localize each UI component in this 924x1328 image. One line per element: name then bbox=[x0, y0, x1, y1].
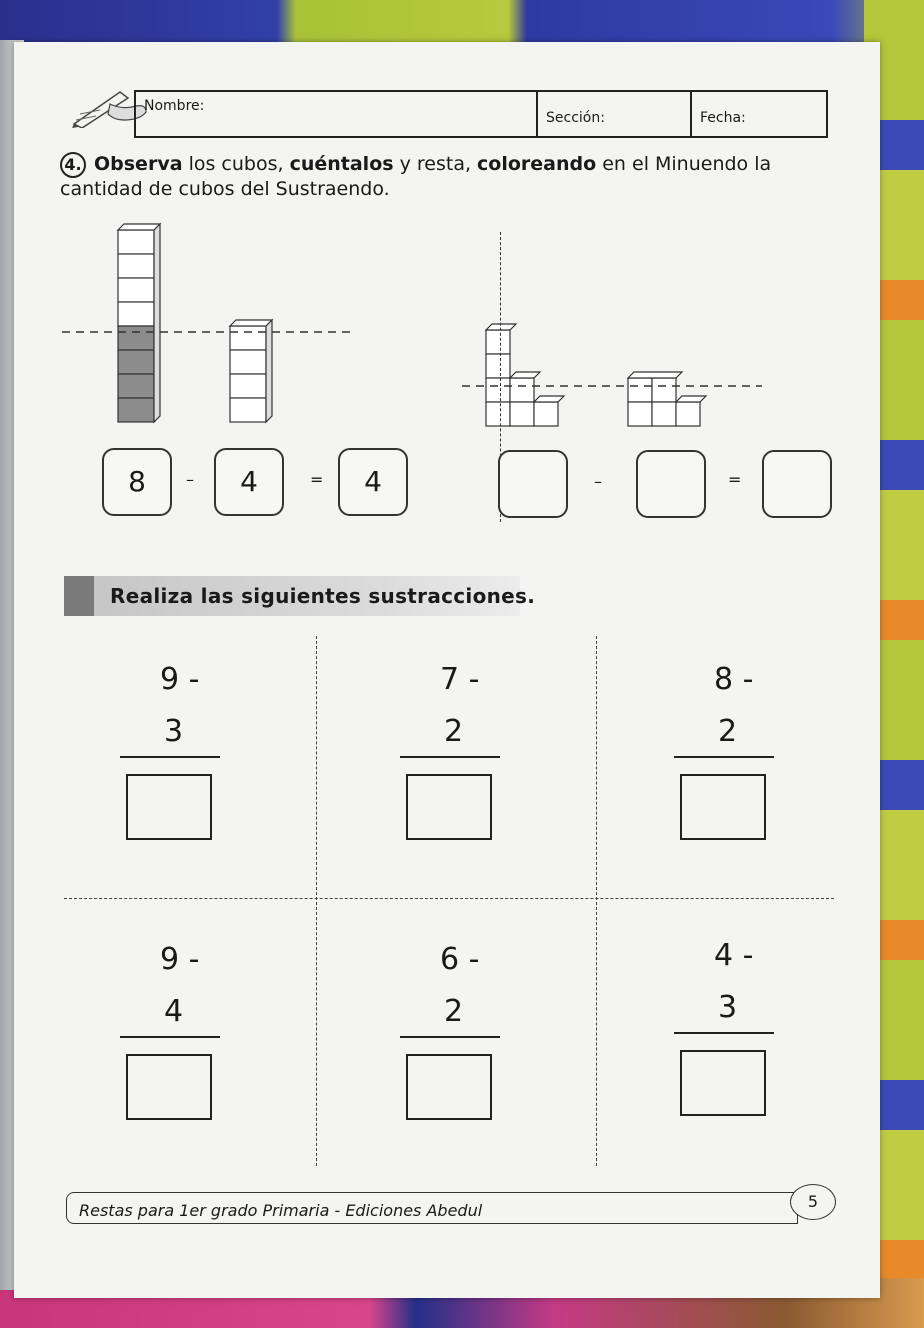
cube-group-minuend bbox=[486, 324, 564, 426]
name-field[interactable] bbox=[136, 92, 538, 136]
cube1-minuend-box[interactable]: 8 bbox=[102, 448, 172, 516]
cube2-equals: = bbox=[728, 470, 742, 489]
tower-subtrahend bbox=[230, 320, 272, 422]
minuend: 4 - bbox=[714, 938, 754, 973]
instruction-bold-3: coloreando bbox=[477, 153, 597, 175]
cube-group-subtrahend bbox=[628, 372, 706, 426]
answer-box[interactable] bbox=[680, 774, 766, 840]
instruction-bold-1: Observa bbox=[94, 153, 183, 175]
cube1-subtrahend-box[interactable]: 4 bbox=[214, 448, 284, 516]
result-line bbox=[120, 1036, 220, 1038]
subtrahend: 3 bbox=[164, 714, 184, 749]
subtraction-3 bbox=[674, 662, 874, 902]
worksheet-page bbox=[14, 42, 880, 1298]
footer-text: Restas para 1er grado Primaria - Ediciones Abedul bbox=[79, 1201, 483, 1220]
result-line bbox=[120, 756, 220, 758]
subtraction-2 bbox=[400, 662, 600, 902]
subtrahend: 2 bbox=[444, 714, 464, 749]
date-label: Fecha: bbox=[700, 110, 746, 126]
exercise-number: 4. bbox=[60, 152, 86, 178]
subtraction-6 bbox=[674, 938, 874, 1178]
result-line bbox=[674, 1032, 774, 1034]
subtraction-5 bbox=[400, 942, 600, 1182]
header-fields bbox=[134, 90, 828, 138]
cube-illustrations bbox=[62, 212, 862, 572]
subtrahend: 2 bbox=[444, 994, 464, 1029]
result-line bbox=[400, 1036, 500, 1038]
cube1-equals: = bbox=[310, 470, 324, 489]
instruction bbox=[60, 152, 840, 200]
page-number: 5 bbox=[790, 1184, 836, 1220]
footer-bar bbox=[66, 1192, 798, 1224]
minuend: 8 - bbox=[714, 662, 754, 697]
minuend: 9 - bbox=[160, 942, 200, 977]
subtrahend: 4 bbox=[164, 994, 184, 1029]
date-field[interactable] bbox=[692, 92, 822, 136]
answer-box[interactable] bbox=[406, 1054, 492, 1120]
section-label: Sección: bbox=[546, 110, 605, 126]
minuend: 6 - bbox=[440, 942, 480, 977]
subtraction-1 bbox=[120, 662, 320, 902]
cube1-minus: – bbox=[186, 470, 194, 489]
cube2-result-box[interactable] bbox=[762, 450, 832, 518]
cube2-minus: – bbox=[594, 472, 602, 491]
minuend: 9 - bbox=[160, 662, 200, 697]
section-title: Realiza las siguientes sustracciones. bbox=[110, 584, 536, 608]
subtrahend: 3 bbox=[718, 990, 738, 1025]
answer-box[interactable] bbox=[680, 1050, 766, 1116]
cube-exercises bbox=[62, 212, 862, 572]
cube1-result-box[interactable]: 4 bbox=[338, 448, 408, 516]
name-label: Nombre: bbox=[144, 98, 205, 114]
instruction-text-2: y resta, bbox=[393, 153, 478, 175]
tower-minuend bbox=[118, 224, 160, 422]
subtrahend: 2 bbox=[718, 714, 738, 749]
result-line bbox=[400, 756, 500, 758]
instruction-text-1: los cubos, bbox=[182, 153, 290, 175]
instruction-bold-2: cuéntalos bbox=[289, 153, 394, 175]
cube2-minuend-box[interactable] bbox=[498, 450, 568, 518]
answer-box[interactable] bbox=[126, 1054, 212, 1120]
subtraction-4 bbox=[120, 942, 320, 1182]
answer-box[interactable] bbox=[126, 774, 212, 840]
minuend: 7 - bbox=[440, 662, 480, 697]
answer-box[interactable] bbox=[406, 774, 492, 840]
cube2-subtrahend-box[interactable] bbox=[636, 450, 706, 518]
instruction-text-3: en el Minuendo la cantidad de cubos del Sustraendo. bbox=[60, 153, 772, 200]
result-line bbox=[674, 756, 774, 758]
section-field[interactable] bbox=[538, 92, 692, 136]
